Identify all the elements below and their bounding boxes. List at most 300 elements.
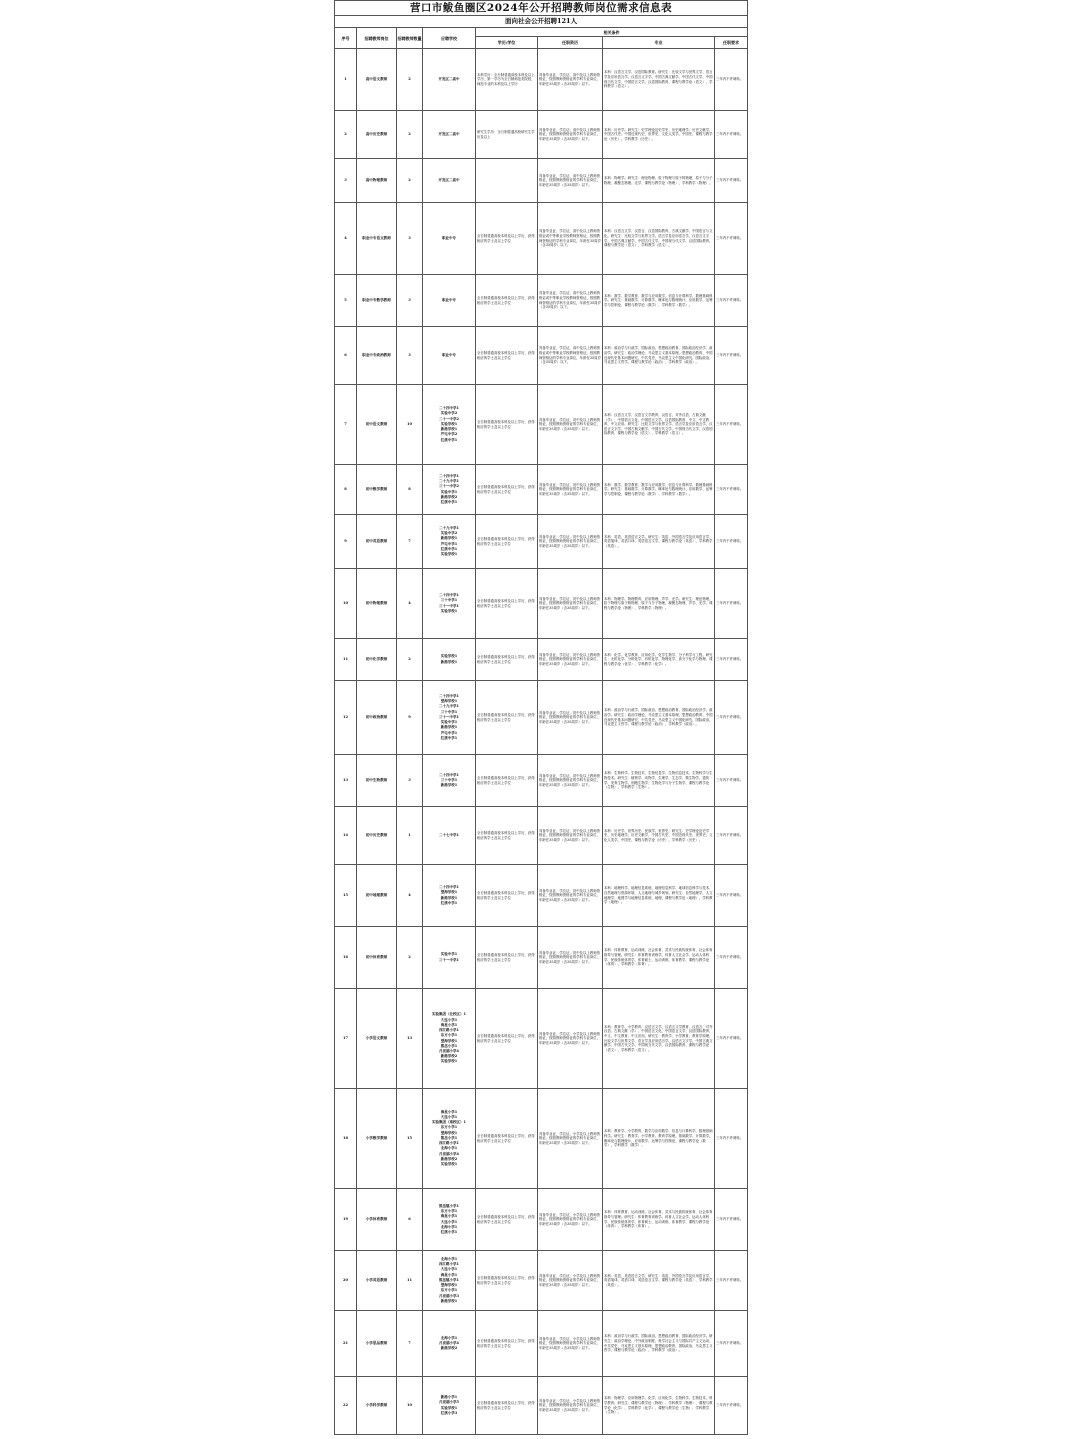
school-entry: 月亮湖小学4: [439, 1048, 459, 1053]
cell-major: 本科：政治学与行政学、国际政治、思想政治教育、国际政治经济学、政治学。研究生：政治学理论、马克思主义基本原理、思想政治教育、中国近现代史基本问题研究、中共党史、马克思主义中国化研究、国际政治、马克思主义哲学、课程与教学论（政治）、学科教学（政治）。: [603, 681, 715, 755]
cell-no: 12: [335, 681, 357, 755]
school-entry: 二十四中学1: [439, 694, 459, 699]
cell-count: 7: [397, 1311, 423, 1377]
cell-term: 三年内不许调转。: [715, 1251, 748, 1311]
cell-education: 全日制普通高校本科及以上学历，获得相应的学士及以上学位: [476, 865, 538, 927]
cell-education: 全日制普通高校本科及以上学历，获得相应的学士及以上学位: [476, 681, 538, 755]
cell-education: 全日制普通高校本科及以上学历，获得相应的学士及以上学位: [476, 1377, 538, 1435]
cell-term: 三年内不许调转。: [715, 1089, 748, 1189]
school-entry: 新港学校1: [440, 725, 458, 730]
school-entry: 大连小学1: [440, 1017, 458, 1022]
cell-major: 本科：教育学、小学教育、汉语言文学、汉语言文学教育、汉语言、对外汉语、古典文献（学）、中国语言文化、中国语言文学、汉语国际教育、中文、中文教育、中文应用。研究生：教育学、小学教育、教育学原理、比较文学与世界文学、语言学及应用语言学、汉语言文字学、中国古典文献学、中国古代文学、中国现当代文学、汉语国际教育、课程与教学论（语文）、学科教学（语文）。: [603, 989, 715, 1089]
table-row: [335, 927, 748, 989]
school-entry: 职业中专: [442, 235, 456, 240]
cell-major: 本科：历史学、世界历史、民族学、世界史。研究生：史学理论及史学史、历史地理学、历史文献学、中国古代史、中国近现代史、世界史、文化人类学、中国史、课程与教学论（历史）、学科教学（历史）。: [603, 807, 715, 865]
cell-count: 10: [397, 1377, 423, 1435]
school-entry: 新港学校1: [440, 427, 458, 432]
cell-major: 本科：数学、数学教育、数学与应用数学、信息与计算科学、数理基础科学。研究生：基础数学、计算数学、概率论与数理统计、应用数学、运筹学与控制论、课程与教学论（数学）、学科教学（数学）。: [603, 275, 715, 327]
header-qualification: 任职资历: [538, 37, 603, 49]
school-entry: 海星小学1: [440, 1022, 458, 1027]
school-entry: 二十四中学1: [439, 593, 459, 598]
cell-education: 全日制普通高校本科及以上学历，获得相应的学士及以上学位: [476, 755, 538, 807]
school-entry: 三十一中学1: [439, 603, 459, 608]
school-entry: 二十四中学1: [439, 885, 459, 890]
cell-no: 2: [335, 111, 357, 159]
school-entry: 望海学校1: [440, 1130, 458, 1135]
cell-count: 3: [397, 327, 423, 385]
school-entry: 三十一中学2: [439, 484, 459, 489]
cell-position: 小学语文教师: [357, 989, 397, 1089]
cell-position: 初中语文教师: [357, 385, 397, 465]
cell-no: 14: [335, 807, 357, 865]
cell-position: 初中历史教师: [357, 807, 397, 865]
header-major: 专业: [603, 37, 715, 49]
cell-major: 本科：汉语言文学、汉语言文学教育、汉语言、对外汉语、古典文献（学）、中国语言文化、中国语言文学、汉语国际教育、中文、中文教育、中文应用。研究生：比较文学与世界文学、语言学及应用语言学、汉语言文字学、中国古典文献学、中国古代文学、中国现当代文学、汉语国际教育、课程与教学论（语文）、学科教学（语文）。: [603, 385, 715, 465]
school-entry: 新港学校1: [440, 1298, 458, 1303]
cell-count: 4: [397, 865, 423, 927]
cell-no: 19: [335, 1189, 357, 1251]
cell-term: 三年内不许调转。: [715, 275, 748, 327]
school-entry: 实验中学1: [440, 489, 458, 494]
cell-term: 三年内不许调转。: [715, 1189, 748, 1251]
cell-major: 本科：汉语言文学、汉语言、汉语国际教育、古典文献学、中国语言与文化。研究生：比较文学与世界文学、语言学及应用语言学、汉语言文字学、中国古典文献学、中国古代文学、中国现当代文学、汉语国际教育、课程与教学论（语文）、学科教学（语文）。: [603, 203, 715, 275]
school-entry: 红旗中学1: [440, 900, 458, 905]
cell-schools: [423, 1189, 476, 1251]
cell-qualification: 具备毕业证、学位证，初中及以上教师资格证，按照教师资格证的学科专业岗位，年龄在35周岁（含35周岁）以下。: [538, 927, 603, 989]
table-title: 营口市鲅鱼圈区2024年公开招聘教师岗位需求信息表: [335, 1, 748, 16]
cell-count: 15: [397, 1089, 423, 1189]
school-entry: 职业中专: [442, 297, 456, 302]
school-entry: 三十中学1: [440, 598, 458, 603]
cell-education: 全日制普通高校本科及以上学历，获得相应的学士及以上学位: [476, 465, 538, 515]
cell-education: 全日制普通高校本科及以上学历，获得相应的学士及以上学位: [476, 639, 538, 681]
cell-schools: [423, 989, 476, 1089]
school-entry: 二十四中学1: [439, 772, 459, 777]
cell-major: 本科：体育教育、运动训练、社会体育、武术与民族传统体育、社会体育指导与管理。研究生：体育教育训练学、体育人文社会学、运动人体科学、民族传统体育学、体育硕士、运动训练、体育教学、课程与教学论（体育）、学科教学（体育）。: [603, 927, 715, 989]
school-entry: 北海小学1: [440, 1146, 458, 1151]
cell-term: 三年内不许调转。: [715, 1377, 748, 1435]
school-entry: 实验中学2: [440, 411, 458, 416]
school-entry: 实验学校1: [440, 551, 458, 556]
table-row: [335, 515, 748, 569]
cell-education: 全日制普通高校本科及以上学历，获得相应的学士及以上学位: [476, 1189, 538, 1251]
cell-position: 小学数学教师: [357, 1089, 397, 1189]
school-entry: 月亮湖小学4: [439, 1151, 459, 1156]
cell-major: 本科：物理学、应用物理学、化学、应用化学、生物科学、生物技术、科学教育。研究生：课程与教学论（物理）、学科教学（物理）、课程与教学论（化学）、学科教学（化学）、课程与教学论（生物）、学科教学（生物）。: [603, 1377, 715, 1435]
school-entry: 实验中学2: [440, 531, 458, 536]
cell-count: 3: [397, 203, 423, 275]
cell-major: 本科：地理科学、地理信息系统、地理信息科学、地球信息科学与技术、自然地理与资源环境、人文地理与城乡规划。研究生：自然地理学、人文地理学、地图学与地理信息系统、地理、课程与教学论（地理）、学科教学（地理）。: [603, 865, 715, 927]
cell-qualification: 具备毕业证、学位证，初中及以上教师资格证，按照教师资格证的学科专业岗位，年龄在35周岁（含35周岁）以下。: [538, 681, 603, 755]
school-entry: 望海学校1: [440, 1038, 458, 1043]
table-row: [335, 1089, 748, 1189]
school-entry: 实验学校1: [440, 1059, 458, 1064]
cell-term: 三年内不许调转。: [715, 569, 748, 639]
school-entry: 北海小学1: [440, 1335, 458, 1340]
cell-no: 18: [335, 1089, 357, 1189]
school-entry: 实验中学1: [440, 720, 458, 725]
school-entry: 芦屯中学2: [440, 432, 458, 437]
cell-position: 小学英语教师: [357, 1251, 397, 1311]
cell-term: 三年内不许调转。: [715, 465, 748, 515]
header-count: 招聘教师数量: [397, 28, 423, 49]
school-entry: 实验集团（北校区）1: [432, 1012, 466, 1017]
cell-education: 全日制普通高校本科及以上学历，获得相应的学士及以上学位: [476, 927, 538, 989]
table-row: [335, 569, 748, 639]
cell-no: 9: [335, 515, 357, 569]
cell-position: 高中历史教师: [357, 111, 397, 159]
school-entry: 红旗小学3: [440, 1410, 458, 1415]
cell-schools: [423, 111, 476, 159]
cell-count: 11: [397, 1251, 423, 1311]
school-entry: 实验学校1: [440, 608, 458, 613]
cell-schools: [423, 275, 476, 327]
cell-count: 3: [397, 275, 423, 327]
cell-no: 5: [335, 275, 357, 327]
cell-qualification: 具备毕业证、学位证，小学及以上教师资格证，按照教师资格证的学科专业岗位，年龄在35周岁（含35周岁）以下。: [538, 1189, 603, 1251]
table-row: [335, 159, 748, 203]
cell-position: 职业中专政治教师: [357, 327, 397, 385]
cell-count: 7: [397, 515, 423, 569]
table-row: [335, 203, 748, 275]
cell-count: 2: [397, 111, 423, 159]
cell-major: 本科：物理学、物理教育、应用物理、声学、光学。研究生：理论物理、粒子物理与原子核物理、原子与分子物理、凝聚态物理、声学、光学、课程与教学论（物理）、学科教学（物理）。: [603, 569, 715, 639]
cell-schools: [423, 159, 476, 203]
cell-schools: [423, 807, 476, 865]
cell-position: 高中物理教师: [357, 159, 397, 203]
cell-term: 三年内不许调转。: [715, 807, 748, 865]
header-education: 学历/学位: [476, 37, 538, 49]
school-entry: 西江路小学1: [439, 1141, 459, 1146]
school-entry: 新港学校2: [440, 1156, 458, 1161]
cell-qualification: 具备毕业证、学位证、高中及以上教师资格证，按照教师资格证的学科专业岗位，年龄在35周岁（含35周岁）以下。: [538, 111, 603, 159]
cell-no: 6: [335, 327, 357, 385]
cell-no: 3: [335, 159, 357, 203]
cell-position: 初中生物教师: [357, 755, 397, 807]
cell-education: 全日制普通高校本科及以上学历，获得相应的学士及以上学位: [476, 1251, 538, 1311]
cell-count: 6: [397, 1189, 423, 1251]
school-entry: 东方小学1: [440, 1125, 458, 1130]
school-entry: 东方小学1: [440, 1033, 458, 1038]
cell-schools: [423, 1251, 476, 1311]
school-entry: 新港学校1: [440, 659, 458, 664]
cell-term: 三年内不许调转。: [715, 989, 748, 1089]
cell-schools: [423, 203, 476, 275]
cell-qualification: 具备毕业证、学位证，高中及以上教师资格证或中等职业学校教师资格证，按照教师资格证的学科专业岗位，年龄在35周岁（含35周岁）以下。: [538, 327, 603, 385]
cell-schools: [423, 465, 476, 515]
cell-major: 本科：数学、数学教育、数学与应用数学、信息与计算科学、数理基础科学。研究生：基础数学、计算数学、概率论与数理统计、应用数学、运筹学与控制论、课程与教学论（数学）、学科教学（数学）。: [603, 465, 715, 515]
cell-no: 7: [335, 385, 357, 465]
cell-no: 16: [335, 927, 357, 989]
cell-qualification: 具备毕业证、学位证，初中及以上教师资格证，按照教师资格证的学科专业岗位，年龄在35周岁（含35周岁）以下。: [538, 639, 603, 681]
school-entry: 三十中学1: [440, 709, 458, 714]
header-term: 任职要求: [715, 37, 748, 49]
school-entry: 北海小学1: [440, 1224, 458, 1229]
cell-education: 全日制普通高校本科及以上学历，获得相应的学士及以上学位: [476, 807, 538, 865]
cell-schools: [423, 865, 476, 927]
cell-term: 三年内不许调转。: [715, 159, 748, 203]
cell-qualification: 具备毕业证、学位证，高中及以上教师资格证或中等职业学校教师资格证，按照教师资格证的学科专业岗位，年龄在35周岁（含35周岁）以下。: [538, 275, 603, 327]
recruitment-table: [334, 0, 748, 1435]
cell-schools: [423, 755, 476, 807]
cell-qualification: 具备毕业证、学位证，初中及以上教师资格证，按照教师资格证的学科专业岗位，年龄在35周岁（含35周岁）以下。: [538, 569, 603, 639]
school-entry: 望海学校1: [440, 1283, 458, 1288]
table-row: [335, 1189, 748, 1251]
cell-schools: [423, 1377, 476, 1435]
cell-major: 本科：生物科学、生物技术、生物信息学、生物信息技术、生物科学与生物技术。研究生：植物学、动物学、生理学、生态学、微生物学、遗传学、发育生物学、细胞生物学、生物化学与分子生物学、课程与教学论（生物）、学科教学（生物）。: [603, 755, 715, 807]
school-entry: 新港学校1: [440, 895, 458, 900]
cell-education: 本科学历：全日制普通高校本科及以上学历，第一学历为全日制师范类院校，师范专业的本科及以上学历: [476, 49, 538, 111]
header-no: 序号: [335, 28, 357, 49]
cell-schools: [423, 49, 476, 111]
cell-qualification: 具备毕业证、学位证，小学及以上教师资格证，按照教师资格证的学科专业岗位，年龄在35周岁（含35周岁）以下。: [538, 989, 603, 1089]
table-row: [335, 49, 748, 111]
cell-qualification: 具备毕业证、学位证，初中及以上教师资格证，按照教师资格证的学科专业岗位，年龄在35周岁（含35周岁）以下。: [538, 385, 603, 465]
school-entry: 职业中专: [442, 352, 456, 357]
cell-count: 8: [397, 465, 423, 515]
cell-no: 10: [335, 569, 357, 639]
cell-schools: [423, 681, 476, 755]
cell-count: 1: [397, 807, 423, 865]
school-entry: 望海学校1: [440, 890, 458, 895]
cell-position: 初中物理教师: [357, 569, 397, 639]
cell-no: 8: [335, 465, 357, 515]
table-row: [335, 865, 748, 927]
table-row: [335, 111, 748, 159]
cell-count: 3: [397, 755, 423, 807]
cell-qualification: 具备毕业证、学位证，初中及以上教师资格证，按照教师资格证的学科专业岗位，年龄在35周岁（含35周岁）以下。: [538, 515, 603, 569]
cell-count: 2: [397, 639, 423, 681]
cell-no: 22: [335, 1377, 357, 1435]
cell-term: 三年内不许调转。: [715, 865, 748, 927]
table-row: [335, 385, 748, 465]
school-entry: 实验学校1: [440, 1405, 458, 1410]
cell-schools: [423, 1311, 476, 1377]
cell-no: 20: [335, 1251, 357, 1311]
cell-position: 小学思品教师: [357, 1311, 397, 1377]
table-row: [335, 1251, 748, 1311]
cell-education: 全日制普通高校本科及以上学历，获得相应的学士及以上学位: [476, 515, 538, 569]
school-entry: 新港小学1: [440, 1395, 458, 1400]
cell-term: 三年内不许调转。: [715, 515, 748, 569]
school-entry: 红旗中学1: [440, 437, 458, 442]
cell-qualification: 具备毕业证、学位证，小学及以上教师资格证，按照教师资格证的学科专业岗位，年龄在35周岁（含35周岁）以下。: [538, 1251, 603, 1311]
cell-education: 全日制普通高校本科及以上学历，获得相应的学士及以上学位: [476, 569, 538, 639]
cell-position: 高中语文教师: [357, 49, 397, 111]
cell-education: 全日制普通高校本科及以上学历，获得相应的学士及以上学位: [476, 275, 538, 327]
cell-term: 三年内不许调转。: [715, 49, 748, 111]
school-entry: 三十一中学1: [439, 957, 459, 962]
school-entry: 二十九中学1: [439, 525, 459, 530]
school-entry: 二十四中学1: [439, 473, 459, 478]
cell-education: 研究生学历：全日制普通高校研究生学历及以上: [476, 111, 538, 159]
cell-schools: [423, 385, 476, 465]
cell-count: 13: [397, 989, 423, 1089]
cell-qualification: 具备毕业证、学位证，初中及以上教师资格证，按照教师资格证的学科专业岗位，年龄在35周岁（含35周岁）以下。: [538, 755, 603, 807]
school-entry: 三十一中学1: [439, 714, 459, 719]
school-entry: 熊岳镇小学1: [439, 1203, 459, 1208]
cell-position: 初中体育教师: [357, 927, 397, 989]
cell-position: 初中地理教师: [357, 865, 397, 927]
school-entry: 新港学校2: [440, 494, 458, 499]
cell-qualification: 具备毕业证、学位证，小学及以上教师资格证，按照教师资格证的学科专业岗位，年龄在35周岁（含35周岁）以下。: [538, 1089, 603, 1189]
cell-qualification: 具备毕业证、学位证、高中及以上教师资格证，按照教师资格证的学科专业岗位，年龄在35周岁（含35周岁）以下。: [538, 159, 603, 203]
cell-major: 本科：历史学。研究生：史学理论及史学史、历史地理学、历史文献学、中国古代史、中国近现代史、世界史、文化人类学、中国史、课程与教学论（历史）、学科教学（历史）。: [603, 111, 715, 159]
school-entry: 芦屯中学1: [440, 541, 458, 546]
cell-position: 小学科学教师: [357, 1377, 397, 1435]
school-entry: 红旗中学1: [440, 499, 458, 504]
cell-schools: [423, 639, 476, 681]
table-row: [335, 1377, 748, 1435]
cell-major: 本科：英语、英语语言文学。研究生：英语、外国语言学及应用语言学、英语笔译、英语口译、英语语言文学、课程与教学论（英语）、学科教学（英语）。: [603, 515, 715, 569]
cell-no: 21: [335, 1311, 357, 1377]
table-row: [335, 465, 748, 515]
cell-qualification: 具备毕业证、学位证，初中及以上教师资格证，按照教师资格证的学科专业岗位，年龄在35周岁（含35周岁）以下。: [538, 807, 603, 865]
cell-count: 9: [397, 681, 423, 755]
school-entry: 熊岳镇小学1: [439, 1277, 459, 1282]
school-entry: 红旗中学1: [440, 546, 458, 551]
cell-term: 三年内不许调转。: [715, 385, 748, 465]
school-entry: 北海小学1: [440, 1257, 458, 1262]
cell-count: 2: [397, 927, 423, 989]
table-row: [335, 639, 748, 681]
school-entry: 芦屯中学1: [440, 730, 458, 735]
cell-position: 初中政治教师: [357, 681, 397, 755]
school-entry: 开发区二高中: [438, 177, 460, 182]
cell-position: 初中英语教师: [357, 515, 397, 569]
cell-major: 本科：英语、英语语言文学。研究生：英语、外国语言学及应用语言学、英语笔译、英语口译、英语语言文学、课程与教学论（英语）、学科教学（英语）。: [603, 1251, 715, 1311]
cell-major: 本科：教育学、小学教育、数学与应用数学、信息与计算科学、数理基础科学。研究生：教育学、小学教育、教育学原理、基础数学、计算数学、概率论与数理统计、应用数学、运筹学与控制论、课程与教学论（数学）、学科教学（数学）。: [603, 1089, 715, 1189]
cell-education: 全日制普通高校本科及以上学历，获得相应的学士及以上学位: [476, 1311, 538, 1377]
cell-major: 本科：汉语言文学、汉语国际教育。研究生：比较文学与世界文学、语言学及应用语言学、汉语言文字学、中国古典文献学、中国古代文学、中国现当代文学、中国语言文学、汉语国际教育、课程与教学论（语文）、学科教学（语文）。: [603, 49, 715, 111]
cell-major: 本科：体育教育、运动训练、社会体育、武术与民族传统体育、社会体育指导与管理。研究生：体育教育训练学、体育人文社会学、运动人体科学、民族传统体育学、体育硕士、运动训练、体育教学、课程与教学论（体育）、学科教学（体育）。: [603, 1189, 715, 1251]
cell-major: 本科：化学、化学教育、应用化学、化学生物学、分子科学与工程。研究生：无机化学、分析化学、有机化学、物理化学、高分子化学与物理、课程与教学论（化学）、学科教学（化学）。: [603, 639, 715, 681]
cell-education: 全日制普通高校本科及以上学历，获得相应的学士及以上学位: [476, 385, 538, 465]
school-entry: 熊岳小学1: [440, 1043, 458, 1048]
cell-qualification: 具备毕业证、学位证，小学及以上教师资格证，按照教师资格证的学科专业岗位，年龄在35周岁（含35周岁）以下。: [538, 1311, 603, 1377]
school-entry: 红旗中学1: [440, 735, 458, 740]
cell-no: 11: [335, 639, 357, 681]
school-entry: 海星小学1: [440, 1272, 458, 1277]
cell-education: 全日制普通高校本科及以上学历，获得相应的学士及以上学位: [476, 1089, 538, 1189]
table-row: [335, 807, 748, 865]
school-entry: 海星小学1: [440, 1214, 458, 1219]
school-entry: 月亮湖小学4: [439, 1340, 459, 1345]
cell-qualification: 具备毕业证、学位证，初中及以上教师资格证，按照教师资格证的学科专业岗位，年龄在35周岁（含35周岁）以下。: [538, 465, 603, 515]
cell-qualification: 具备毕业证、学位证，初中及以上教师资格证，按照教师资格证的学科专业岗位，年龄在35周岁（含35周岁）以下。: [538, 865, 603, 927]
cell-term: 三年内不许调转。: [715, 639, 748, 681]
cell-schools: [423, 569, 476, 639]
school-entry: 月亮湖小学3: [439, 1293, 459, 1298]
cell-term: 三年内不许调转。: [715, 927, 748, 989]
cell-schools: [423, 927, 476, 989]
table-row: [335, 275, 748, 327]
school-entry: 二十四中学1: [439, 406, 459, 411]
cell-term: 三年内不许调转。: [715, 111, 748, 159]
cell-count: 4: [397, 569, 423, 639]
school-entry: 三十中学1: [440, 777, 458, 782]
cell-no: 15: [335, 865, 357, 927]
cell-qualification: 具备毕业证、学位证、高中及以上教师资格证，按照教师资格证的学科专业岗位，年龄在35周岁（含35周岁）以下。: [538, 49, 603, 111]
cell-position: 初中数学教师: [357, 465, 397, 515]
cell-count: 2: [397, 49, 423, 111]
school-entry: 开发区二高中: [438, 131, 460, 136]
cell-term: 三年内不许调转。: [715, 681, 748, 755]
table-body: [335, 49, 748, 1435]
cell-schools: [423, 1089, 476, 1189]
cell-education: 全日制普通高校本科及以上学历，获得相应的学士及以上学位: [476, 327, 538, 385]
cell-major: 本科：政治学与行政学、国际政治、思想政治教育、国际政治经济学。研究生：政治学理论、中外政治制度、科学社会主义与国际共产主义运动、中共党史、马克思主义基本原理、思想政治教育、国际政治、马克思主义哲学、课程与教学论（政治）、学科教学（政治）。: [603, 1311, 715, 1377]
school-entry: 望海学校1: [440, 699, 458, 704]
cell-position: 职业中专数学教师: [357, 275, 397, 327]
cell-schools: [423, 327, 476, 385]
school-entry: 二十九中学1: [439, 704, 459, 709]
header-requirements: 相关条件: [476, 28, 748, 37]
table-row: [335, 327, 748, 385]
table-row: [335, 755, 748, 807]
school-entry: 新港学校2: [440, 1054, 458, 1059]
cell-position: 职业中专语文教师: [357, 203, 397, 275]
school-entry: 二十七中学1: [439, 832, 459, 837]
school-entry: 大连小学1: [440, 1115, 458, 1120]
cell-education: [476, 159, 538, 203]
table-subtitle: 面向社会公开招聘121人: [335, 16, 748, 28]
cell-qualification: 具备毕业证、学位证，高中及以上教师资格证或中等职业学校教师资格证，按照教师资格证的学科专业岗位，年龄在35周岁（含35周岁）以下。: [538, 203, 603, 275]
cell-count: 10: [397, 385, 423, 465]
cell-count: 2: [397, 159, 423, 203]
school-entry: 东方小学1: [440, 1288, 458, 1293]
school-entry: 海星小学1: [440, 1109, 458, 1114]
school-entry: 新港学校1: [440, 783, 458, 788]
cell-qualification: 具备毕业证、学位证，小学及以上教师资格证，按照教师资格证的学科专业岗位，年龄在35周岁（含35周岁）以下。: [538, 1377, 603, 1435]
school-entry: 熊岳小学1: [440, 1135, 458, 1140]
cell-term: 三年内不许调转。: [715, 755, 748, 807]
school-entry: 二十一中学2: [439, 416, 459, 421]
cell-no: 1: [335, 49, 357, 111]
cell-schools: [423, 515, 476, 569]
cell-major: 本科：物理学。研究生：理论物理、粒子物理与原子核物理、原子与分子物理、凝聚态物理、光学、课程与教学论（物理）、学科教学（物理）。: [603, 159, 715, 203]
cell-no: 4: [335, 203, 357, 275]
table-row: [335, 681, 748, 755]
cell-education: 全日制普通高校本科及以上学历，获得相应的学士及以上学位: [476, 203, 538, 275]
cell-term: 三年内不许调转。: [715, 203, 748, 275]
school-entry: 大连小学1: [440, 1219, 458, 1224]
school-entry: 红旗小学1: [440, 1229, 458, 1234]
school-entry: 新港学校2: [440, 1346, 458, 1351]
school-entry: 二十九中学1: [439, 479, 459, 484]
cell-no: 13: [335, 755, 357, 807]
header-schools: 应聘学校: [423, 28, 476, 49]
school-entry: 新港学校1: [440, 536, 458, 541]
school-entry: 东方小学1: [440, 1209, 458, 1214]
cell-term: 三年内不许调转。: [715, 1311, 748, 1377]
school-entry: 开发区二高中: [438, 76, 460, 81]
cell-education: 全日制普通高校本科及以上学历，获得相应的学士及以上学位: [476, 989, 538, 1089]
school-entry: 大连小学1: [440, 1267, 458, 1272]
table-row: [335, 989, 748, 1089]
school-entry: 实验学校1: [440, 421, 458, 426]
school-entry: 月亮湖小学5: [439, 1400, 459, 1405]
cell-no: 17: [335, 989, 357, 1089]
cell-position: 初中化学教师: [357, 639, 397, 681]
school-entry: 西江路小学1: [439, 1262, 459, 1267]
school-entry: 实验学校1: [440, 654, 458, 659]
cell-term: 三年内不许调转。: [715, 327, 748, 385]
cell-major: 本科：政治学与行政学、国际政治、思想政治教育、国际政治经济学、政治学。研究生：政治学理论、马克思主义基本原理、思想政治教育、中国近现代史基本问题研究、中共党史、马克思主义中国化研究、国际政治、马克思主义哲学、课程与教学论（政治）、学科教学（政治）。: [603, 327, 715, 385]
table-row: [335, 1311, 748, 1377]
header-position: 招聘教师岗位: [357, 28, 397, 49]
school-entry: 实验学校1: [440, 1161, 458, 1166]
